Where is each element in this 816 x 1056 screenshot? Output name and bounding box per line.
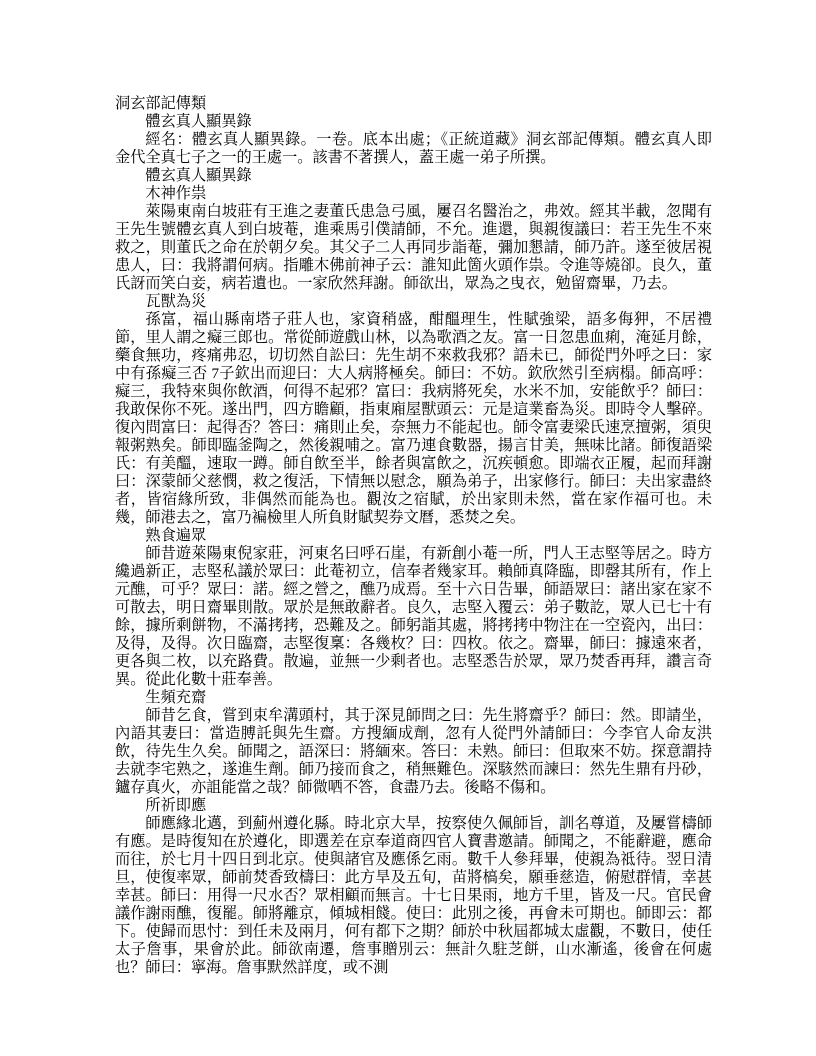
section-heading: 生頻充齋 xyxy=(145,689,207,706)
section-heading: 熟食遍眾 xyxy=(145,527,207,544)
section-heading: 木神作祟 xyxy=(145,185,207,202)
section-heading: 體玄真人顯異錄 xyxy=(145,167,252,184)
paragraph: 經名：體玄真人顯異錄。一卷。底本出處；《正統道藏》洞玄部記傳類。體玄真人即金代全真七子之一的王處一。該書不著撰人，蓋王處一弟子所撰。 xyxy=(115,131,712,166)
document-title: 洞玄部記傳類 xyxy=(115,95,207,112)
paragraph: 孫富，福山縣南塔子莊人也，家資稍盛，酣醞理生，性賦強梁，語多侮狎，不居禮節，里人謂之癡三郎也。常從師遊戲山林，以為歌酒之友。富一日忽患血痢，淹延月餘，藥食無功，疼痛弗忍，切切然自訟曰：先生胡不來救我邪？語未已，師從門外呼之曰：家中有孫癡三否 7子欽出而迎曰：大人病將極矣。師曰：不妨。欽欣然引至病榻。師高呼：癡三，我特來與你飲酒，何得不起邪？富曰：我病將死矣，水米不加，安能飲乎？師曰：我敢保你不死。遂出門，四方瞻顧，指東廂屋獸頭云：元是這業畜為災。即時令人擊碎。復內問富曰：起得否？答曰：痛則止矣，奈無力不能起也。師令富妻梁氏速烹擅粥，須臾報粥熟矣。師即臨釜陶之，然後親哺之。富乃連食數器，揚言甘美，無味比諸。師復語梁氏：有美醞，速取一蹲。師自飲至半，餘者與富飲之，沉疾頓愈。即端衣正履，起而拜謝曰：深蒙師父慈憫，救之復活，下情無以慰念，願為弟子，出家修行。師曰：夫出家盡終者，皆宿緣所致，非偶然而能為也。觀汝之宿賦，於出家則未然，當在家作福可也。未幾，師港去之，富乃褊檢里人所負財賦契券文曆，悉焚之矣。 xyxy=(115,311,712,526)
section-heading: 所祈即應 xyxy=(145,797,207,814)
section-heading: 瓦獸為災 xyxy=(145,293,207,310)
paragraph: 師應緣北邁，到薊州遵化縣。時北京大旱，按察使久佩師旨，訓名尊道，及屢嘗檮師有應。是時復知在於遵化，即選差在京奉道商四官人寶書邀請。師聞之，不能辭避，應命而往，於七月十四日到北京。使與諸官及應係乞雨。數千人參拜畢，使親為祗待。翌日清旦，使復率眾，師前焚香致檮曰：此方旱及五旬，苗將槁矣，願垂慈造，俯慰群情，幸甚幸甚。師曰：用得一尺水否？眾相顧而無言。十七日果雨，地方千里，皆及一尺。官民會議作謝雨醮，復罷。師將離京，傾城相餞。使曰：此別之後，再會未可期也。師即云：都下。使歸而思忖：到任未及兩月，何有都下之期？師於中秋屆都城太虛觀，不數日，使任太子詹事，果會於此。師欲南遷，詹事贈別云：無計久駐芝餅，山水漸遙，後會在何處也？師曰：寧海。詹事默然詳度，或不測 xyxy=(115,815,712,976)
section-heading: 體玄真人顯異錄 xyxy=(145,113,252,130)
paragraph: 萊陽東南白坡莊有王進之妻董氏患急弓風，屢召名醫治之，弗效。經其半載，忽聞有王先生號體玄真人到白坡菴，進乘馬引僕請師，不允。進還，與親復議曰：若王先生不來救之，則董氏之命在於朝夕矣。其父子二人再同步詣菴，彌加懇請，師乃許。遂至彼居視患人，曰：我將謂何病。指雕木佛前神子云：誰知此箇火頭作祟。令進等燒卻。良久，董氏訝而笑白妾，病若遺也。一家欣然拜謝。師欲出，眾為之曳衣，勉留齋畢，乃去。 xyxy=(115,203,712,292)
paragraph: 師昔乞食，嘗到束牟溝頭村，其于深見師問之曰：先生將齋乎？師曰：然。即請坐，內語其妻曰：當造膊託與先生齋。方搜緬成劑，忽有人從門外請師曰：今李官人命友洪飲，待先生久矣。師聞之，語深曰：將緬來。答曰：未熟。師曰：但取來不妨。探意謂持去就李宅熟之，遂進生劑。師乃接而食之，稍無難色。深駭然而諫曰：然先生鼎有丹砂，鑪存真火，亦詛能當之哉？師微哂不答，食盡乃去。後略不傷和。 xyxy=(115,707,712,796)
paragraph: 師昔遊萊陽東倪家莊，河東名曰呼石崖，有新創小菴一所，門人王志堅等居之。時方纔過新正，志堅私議於眾曰：此菴初立，信奉者幾家耳。賴師真降臨，即罄其所有，作上元醮，可乎？眾曰：諾。經之營之，醮乃成焉。至十六日告畢，師語眾曰：諸出家在家不可散去，明日齋畢則散。眾於是無敢辭者。良久，志堅入覆云：弟子數訖，眾人已七十有餘，據所剩餅物，不滿拷拷，恐難及之。師躬詣其處，將拷拷中物注在一空瓷內，出曰：及得，及得。次日臨齋，志堅復稟：各幾枚？曰：四枚。依之。齋畢，師曰：據遠來者，更各與二枚，以充路費。散遍，並無一少剩者也。志堅悉告於眾，眾乃焚香再拜，讚言奇異。從此化數十莊奉善。 xyxy=(115,545,712,688)
document-content xyxy=(115,95,712,977)
